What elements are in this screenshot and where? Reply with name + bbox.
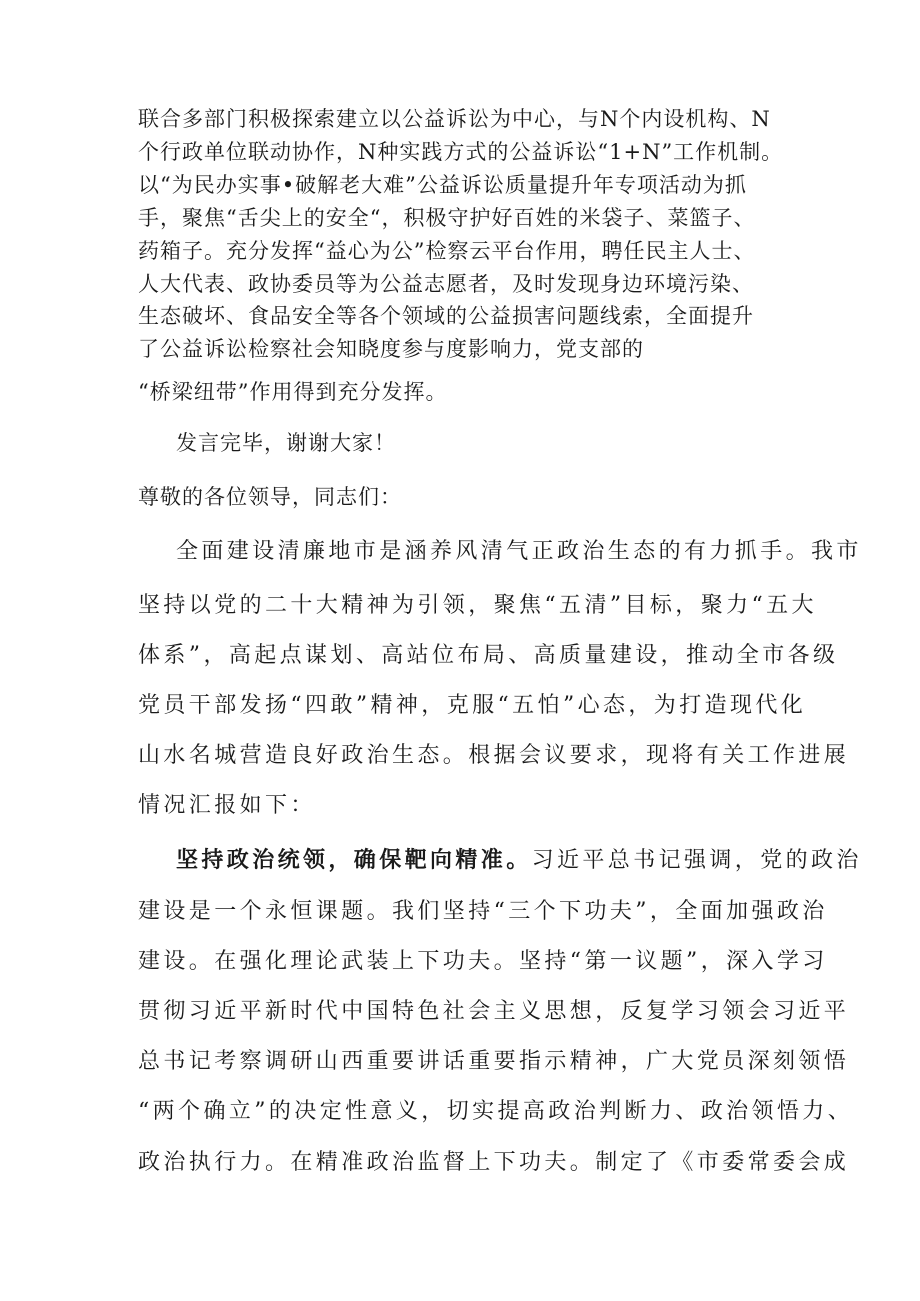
paragraph-1-line-3: 以“为民办实事•破解老大难”公益诉讼质量提升年专项活动为抓 — [138, 173, 747, 197]
paragraph-3-line-1-text: 习近平总书记强调，党的政治 — [531, 848, 862, 873]
paragraph-2-line-3: 体系”，高起点谋划、高站位布局、高质量建设，推动全市各级 — [138, 643, 839, 668]
paragraph-2-line-6: 情况汇报如下： — [138, 793, 316, 818]
paragraph-2-line-2: 坚持以党的二十大精神为引领，聚焦“五清”目标，聚力“五大 — [138, 593, 817, 618]
paragraph-2-line-4: 党员干部发扬“四敢”精神，克服“五怕”心态，为打造现代化 — [138, 693, 807, 718]
paragraph-3-line-7: 政治执行力。在精准政治监督上下功夫。制定了《市委常委会成 — [138, 1150, 850, 1175]
paragraph-1-line-1: 联合多部门积极探索建立以公益诉讼为中心，与N个内设机构、N — [138, 107, 771, 131]
paragraph-3-line-4: 贯彻习近平新时代中国特色社会主义思想，反复学习领会习近平 — [138, 999, 850, 1024]
paragraph-2-line-5: 山水名城营造良好政治生态。根据会议要求，现将有关工作进展 — [138, 743, 850, 768]
paragraph-1-line-2: 个行政单位联动协作，N种实践方式的公益诉讼“1+N”工作机制。 — [138, 140, 784, 164]
paragraph-1-line-6: 人大代表、政协委员等为公益志愿者，及时发现身边环境污染、 — [138, 272, 754, 296]
paragraph-3-line-5: 总书记考察调研山西重要讲话重要指示精神，广大党员深刻领悟 — [138, 1049, 850, 1074]
paragraph-1-line-7: 生态破坏、食品安全等各个领域的公益损害问题线索，全面提升 — [138, 304, 754, 328]
section-heading: 坚持政治统领，确保靶向精准。 — [176, 847, 532, 873]
salutation: 尊敬的各位领导，同志们： — [138, 485, 402, 509]
paragraph-3-line-2: 建设是一个永恒课题。我们坚持“三个下功夫”，全面加强政治 — [138, 899, 828, 924]
paragraph-1-line-8: 了公益诉讼检察社会知晓度参与度影响力，党支部的 — [138, 337, 644, 361]
paragraph-3-line-6: “两个确立”的决定性意义，切实提高政治判断力、政治领悟力、 — [138, 1099, 854, 1124]
closing-remark: 发言完毕，谢谢大家！ — [176, 431, 396, 455]
paragraph-3-line-3: 建设。在强化理论武装上下功夫。坚持“第一议题”，深入学习 — [138, 949, 828, 974]
paragraph-2-line-1: 全面建设清廉地市是涵养风清气正政治生态的有力抓手。我市 — [176, 539, 862, 564]
paragraph-3-line-1 — [176, 843, 862, 874]
paragraph-1-line-9: “桥梁纽带”作用得到充分发挥。 — [138, 380, 448, 404]
paragraph-1-line-5: 药箱子。充分发挥“益心为公”检察云平台作用，聘任民主人士、 — [138, 239, 756, 263]
paragraph-1-line-4: 手，聚焦“舌尖上的安全“，积极守护好百姓的米袋子、菜篮子、 — [138, 206, 756, 230]
